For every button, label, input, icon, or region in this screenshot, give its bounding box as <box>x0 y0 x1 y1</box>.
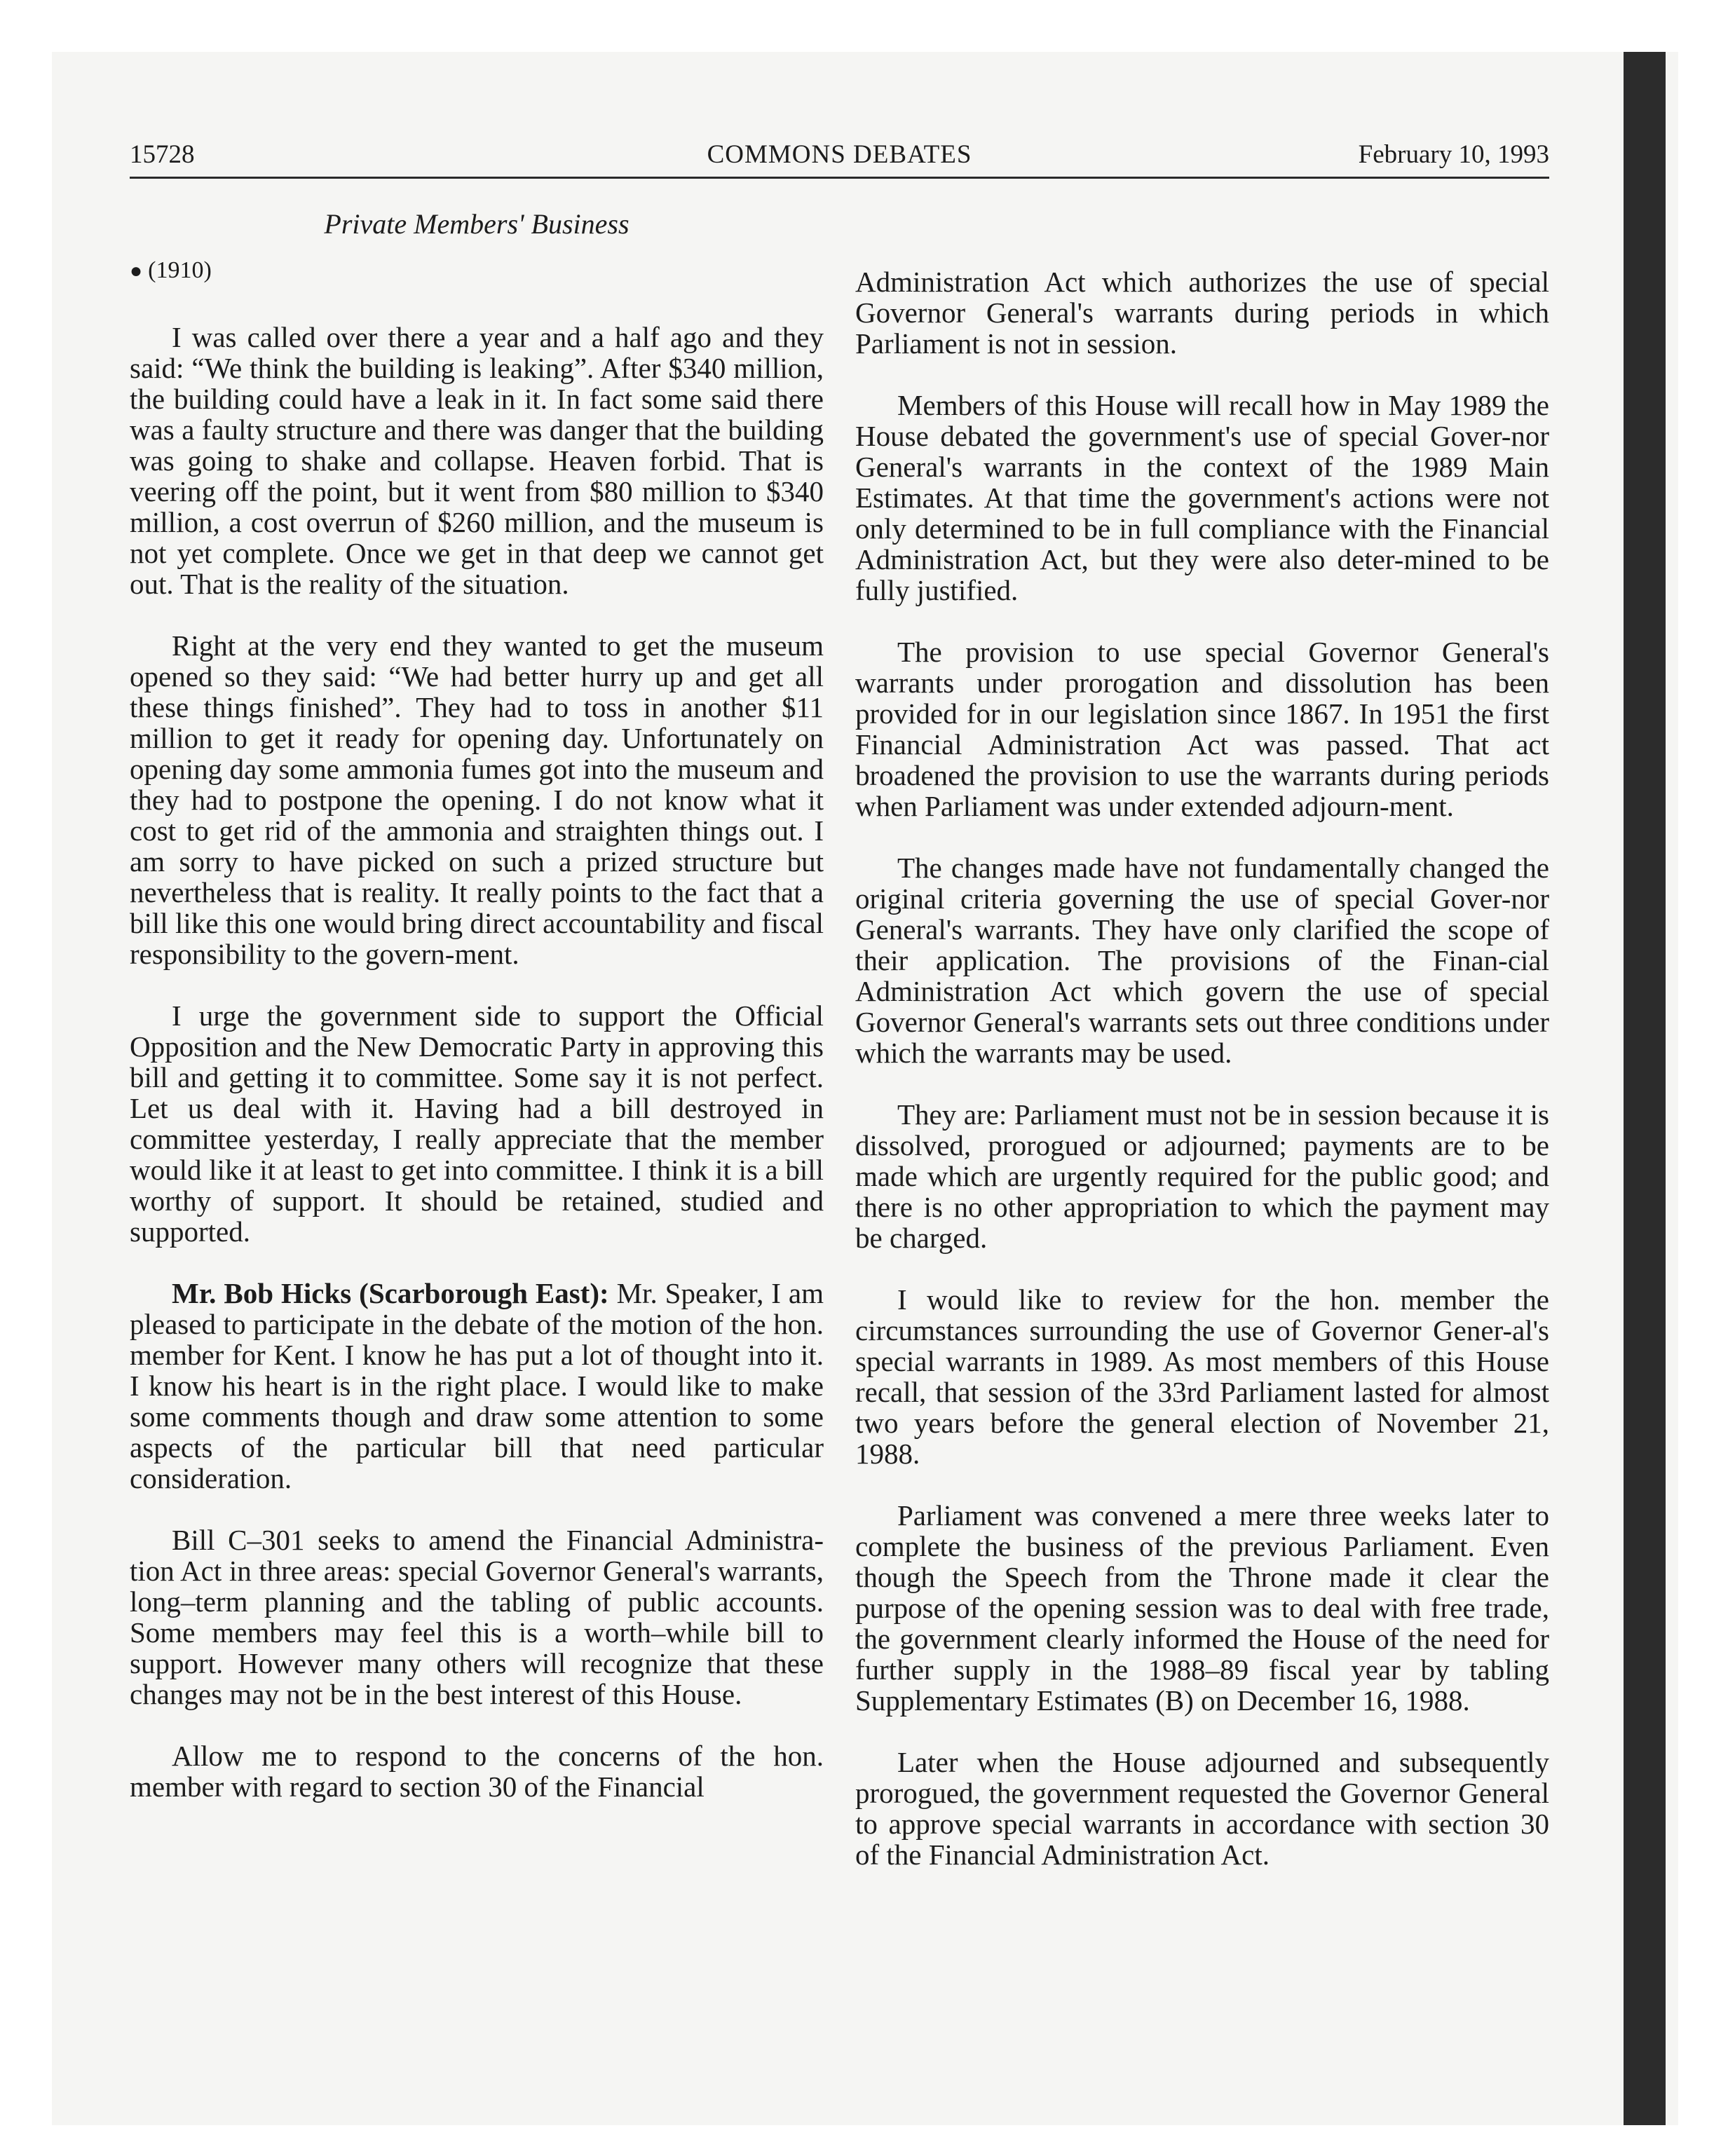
paragraph: I urge the government side to support the Official Opposition and the New Democratic Party in approving this bill and getting it to committee. Some say it is not perfect. Let us deal with it. Having had a bill destroyed in committee yesterday, I really appreciate that the member would like it at least to get into committee. I think it is a bill worthy of support. It should be retained, studied and supported. <box>130 999 824 1248</box>
timestamp <box>130 255 824 287</box>
publication-title: COMMONS DEBATES <box>707 140 972 169</box>
section-title: Private Members' Business <box>324 208 630 240</box>
header-date: February 10, 1993 <box>1358 140 1549 169</box>
paragraph <box>130 1278 824 1494</box>
timestamp-text: (1910) <box>148 257 212 283</box>
speech-text: Mr. Speaker, I am pleased to participate in the debate of the motion of the hon. member for Kent. I know he has put a lot of thought into it. I know his heart is in the right place. I would like to make some comments though and draw some attention to some aspects of the particular bill that need particular consideration. <box>130 1277 824 1494</box>
paragraph: Later when the House adjourned and subsequently prorogued, the government requested the Governor General to approve special warrants in accordance with section 30 of the Financial Administration Act. <box>855 1746 1549 1871</box>
scan-edge <box>1624 52 1666 2125</box>
speaker-name: Mr. Bob Hicks (Scarborough East): <box>172 1277 609 1309</box>
paragraph: Right at the very end they wanted to get the museum opened so they said: “We had better hurry up and get all these things finished”. They had to toss in another $11 million to get it ready for opening day. Unfortunately on opening day some ammonia fumes got into the museum and they had to postpone the opening. I do not know what it cost to get rid of the ammonia and straighten things out. I am sorry to have picked on such a prized structure but nevertheless that is reality. It really points to the fact that a bill like this one would bring direct accountability and fiscal responsibility to the govern-ment. <box>130 629 824 970</box>
paragraph: I would like to review for the hon. member the circumstances surrounding the use of Governor Gener-al's special warrants in 1989. As most members of this House recall, that session of the 33rd Parliament lasted for almost two years before the general election of November 21, 1988. <box>855 1283 1549 1470</box>
page-header <box>130 135 1549 179</box>
paragraph: Allow me to respond to the concerns of the hon. member with regard to section 30 of the Financial <box>130 1740 824 1803</box>
paragraph: The provision to use special Governor General's warrants under prorogation and dissolution has been provided for in our legislation since 1867. In 1951 the first Financial Administration Act was passed. That act broadened the provision to use the warrants during periods when Parliament was under extended adjourn-ment. <box>855 636 1549 822</box>
paragraph-continued: Administration Act which authorizes the use of special Governor General's warrants during periods in which Parliament is not in session. <box>855 266 1549 360</box>
paragraph: Parliament was convened a mere three weeks later to complete the business of the previous Parliament. Even though the Speech from the Throne made it clear the purpose of the opening session was to deal with free trade, the government clearly informed the House of the need for further supply in the 1988–89 fiscal year by tabling Supplementary Estimates (B) on December 16, 1988. <box>855 1499 1549 1717</box>
left-column <box>130 255 824 1833</box>
page-number: 15728 <box>130 140 195 169</box>
right-column <box>855 255 1549 1901</box>
paragraph: Bill C–301 seeks to amend the Financial Administra-tion Act in three areas: special Governor General's warrants, long–term planning and the tabling of public accounts. Some members may feel this is a worth–while bill to support. However many others will recognize that these changes may not be in the best interest of this House. <box>130 1524 824 1710</box>
paragraph: They are: Parliament must not be in session because it is dissolved, prorogued or adjourned; payments are to be made which are urgently required for the public good; and there is no other appropriation to which the payment may be charged. <box>855 1098 1549 1254</box>
paragraph: Members of this House will recall how in May 1989 the House debated the government's use of special Gover-nor General's warrants in the context of the 1989 Main Estimates. At that time the government's actions were not only determined to be in full compliance with the Financial Administration Act, but they were also deter-mined to be fully justified. <box>855 389 1549 606</box>
bullet-icon: ● <box>130 259 143 282</box>
paragraph: The changes made have not fundamentally changed the original criteria governing the use of special Gover-nor General's warrants. They have only clarified the scope of their application. The provisions of the Finan-cial Administration Act which govern the use of special Governor General's warrants sets out three conditions under which the warrants may be used. <box>855 852 1549 1069</box>
paragraph: I was called over there a year and a half ago and they said: “We think the building is leaking”. After $340 million, the building could have a leak in it. In fact some said there was a faulty structure and there was danger that the building was going to shake and collapse. Heaven forbid. That is veering off the point, but it went from $80 million to $340 million, a cost overrun of $260 million, and the museum is not yet complete. Once we get in that deep we cannot get out. That is the reality of the situation. <box>130 321 824 600</box>
